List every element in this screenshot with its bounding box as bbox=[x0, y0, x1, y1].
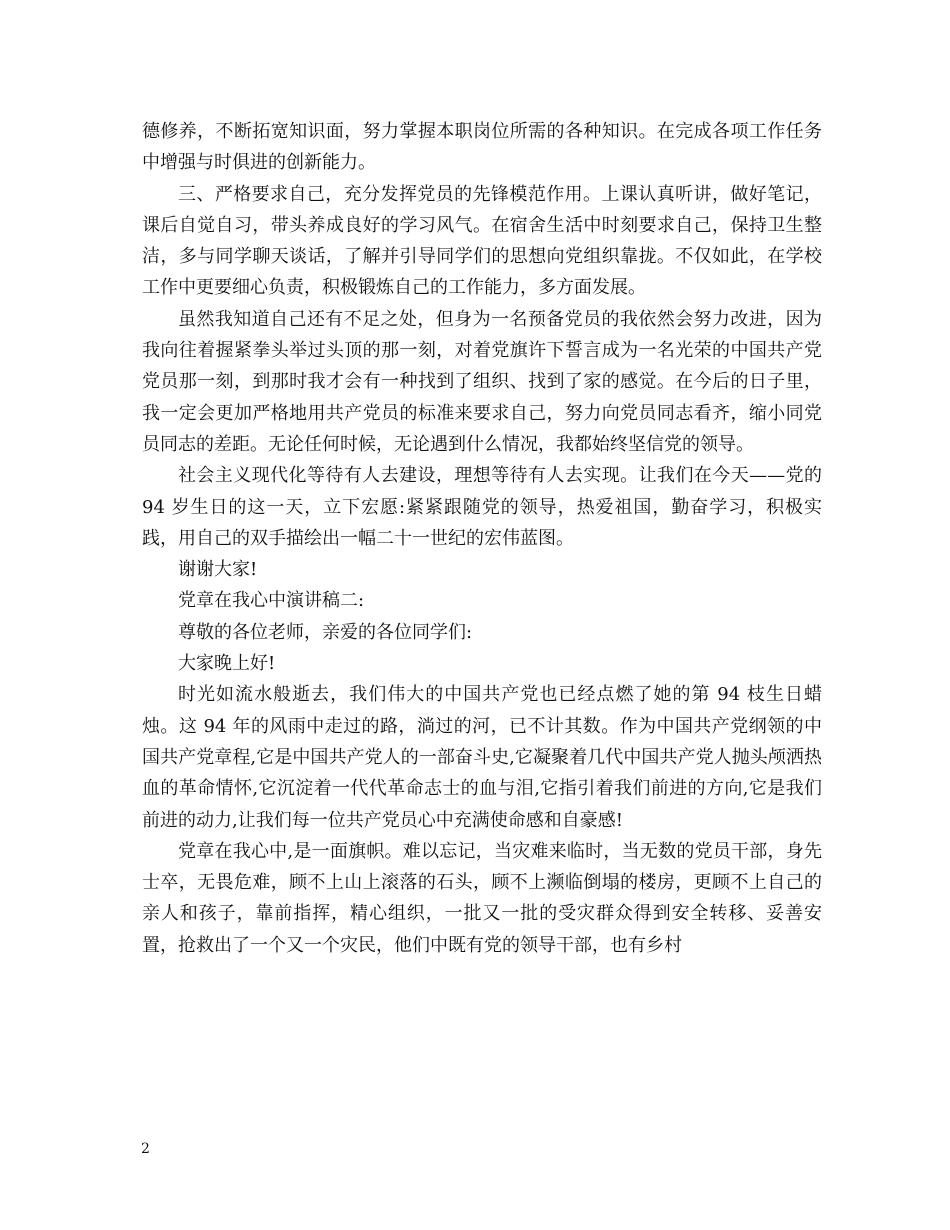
paragraph: 时光如流水般逝去，我们伟大的中国共产党也已经点燃了她的第 94 枝生日蜡烛。这 94 年的风雨中走过的路，淌过的河，已不计其数。作为中国共产党纲领的中国共产党章程,它是中国共产党人的一部奋斗史,它凝聚着几代中国共产党人抛头颅洒热血的革命情怀,它沉淀着一代代革命志士的血与泪,它指引着我们前进的方向,它是我们前进的动力,让我们每一位共产党员心中充满使命感和自豪感! bbox=[142, 684, 822, 831]
paragraph: 尊敬的各位老师，亲爱的各位同学们: bbox=[178, 621, 473, 643]
paragraph: 三、严格要求自己，充分发挥党员的先锋模范作用。上课认真听讲，做好笔记，课后自觉自习，带头养成良好的学习风气。在宿舍生活中时刻要求自己，保持卫生整洁，多与同学聊天谈话，了解并引导同学们的思想向党组织靠拢。不仅如此，在学校工作中更要细心负责，积极锻炼自己的工作能力，多方面发展。 bbox=[142, 183, 822, 299]
document-body bbox=[142, 116, 822, 961]
paragraph: 大家晚上好! bbox=[178, 653, 276, 675]
paragraph: 谢谢大家! bbox=[178, 559, 258, 581]
paragraph: 德修养，不断拓宽知识面，努力掌握本职岗位所需的各种知识。在完成各项工作任务中增强与时俱进的创新能力。 bbox=[142, 121, 822, 174]
paragraph: 党章在我心中演讲稿二: bbox=[178, 590, 365, 612]
paragraph: 党章在我心中,是一面旗帜。难以忘记，当灾难来临时，当无数的党员干部，身先士卒，无畏危难，顾不上山上滚落的石头，顾不上濒临倒塌的楼房，更顾不上自己的亲人和孩子，靠前指挥，精心组织，一批又一批的受灾群众得到安全转移、妥善安置，抢救出了一个又一个灾民，他们中既有党的领导干部，也有乡村 bbox=[142, 840, 822, 956]
paragraph: 虽然我知道自己还有不足之处，但身为一名预备党员的我依然会努力改进，因为我向往着握紧拳头举过头顶的那一刻，对着党旗许下誓言成为一名光荣的中国共产党党员那一刻，到那时我才会有一种找到了组织、找到了家的感觉。在今后的日子里，我一定会更加严格地用共产党员的标准来要求自己，努力向党员同志看齐，缩小同党员同志的差距。无论任何时候，无论遇到什么情况，我都始终坚信党的领导。 bbox=[142, 308, 822, 455]
paragraph: 社会主义现代化等待有人去建设，理想等待有人去实现。让我们在今天——党的 94 岁生日的这一天，立下宏愿:紧紧跟随党的领导，热爱祖国，勤奋学习，积极实践，用自己的双手描绘出一幅二十一世纪的宏伟蓝图。 bbox=[142, 465, 822, 549]
page-number: 2 bbox=[141, 1141, 150, 1157]
